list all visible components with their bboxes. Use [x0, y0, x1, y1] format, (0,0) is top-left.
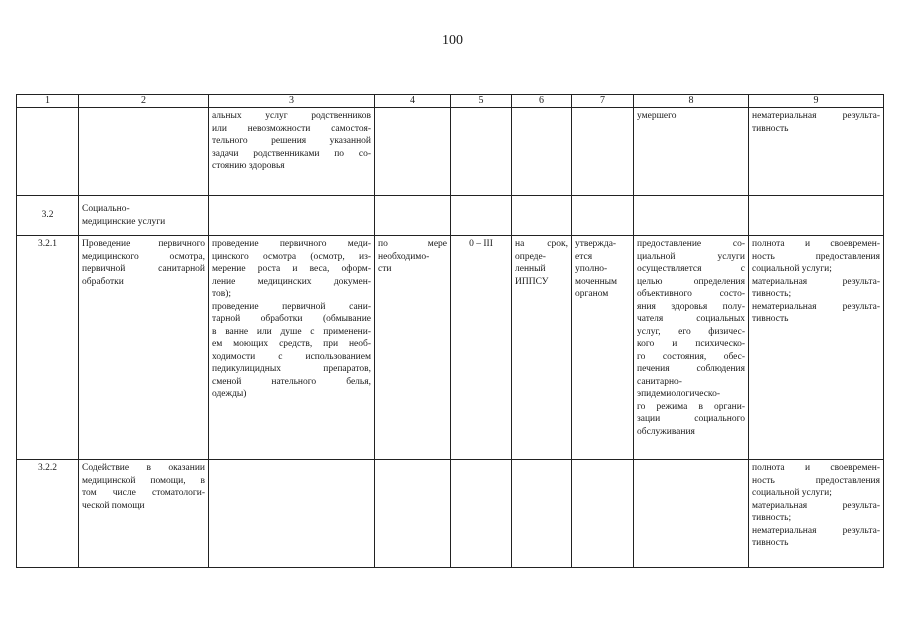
- cell-empty: [512, 460, 572, 568]
- text-line: го состояния, обес-: [637, 351, 745, 362]
- cell-empty: [375, 460, 451, 568]
- text-line: ление медицинских докумен-: [212, 276, 371, 287]
- text-line: медицинской помощи, в: [82, 475, 205, 486]
- text-line: тельного решения указанной: [212, 136, 371, 146]
- cell-empty: [512, 108, 572, 196]
- column-number: 3: [209, 95, 375, 108]
- text-line: циальной услуги: [637, 251, 745, 262]
- text-line: эпидемиологическо-: [637, 389, 720, 399]
- text-line: кого и психическо-: [637, 339, 745, 349]
- cell-empty: [451, 196, 512, 236]
- text-line: яния здоровья полу-: [637, 301, 745, 312]
- text-line: тов);: [212, 289, 232, 299]
- text-line: или невозможности самостоя-: [212, 123, 371, 134]
- cell-evaluation: [749, 460, 884, 568]
- table-row-3-2-2: [17, 460, 884, 568]
- text-line: первичной санитарной: [82, 264, 205, 274]
- text-line: целью определения: [637, 276, 745, 287]
- table-row-section: [17, 196, 884, 236]
- text-line: медицинского осмотра,: [82, 251, 205, 262]
- text-line: го режима в органи-: [637, 401, 745, 412]
- text-line: органом: [575, 289, 609, 299]
- column-number: 2: [79, 95, 209, 108]
- cell-evaluation: [749, 108, 884, 196]
- text-line: ность предоставления: [752, 475, 880, 486]
- cell-empty: [451, 460, 512, 568]
- column-number: 1: [17, 95, 79, 108]
- text-line: медицинские услуги: [82, 216, 166, 227]
- text-line: мерение роста и веса, оформ-: [212, 264, 371, 274]
- cell-rate: 0 – III: [451, 236, 512, 460]
- text-line: тивность;: [752, 289, 792, 299]
- text-line: задачи родственниками по со-: [212, 148, 371, 159]
- text-line: опреде-: [515, 251, 546, 262]
- text-line: ческой помощи: [82, 500, 145, 511]
- text-line: ходимости с использованием: [212, 351, 371, 362]
- cell-empty: [749, 196, 884, 236]
- cell-empty: [209, 196, 375, 236]
- cell-service-name: [79, 460, 209, 568]
- text-line: тивность: [752, 314, 789, 324]
- text-line: одежды): [212, 389, 247, 399]
- text-line: печения соблюдения: [637, 364, 745, 374]
- text-line: уполно-: [575, 264, 608, 274]
- cell-empty: [79, 108, 209, 196]
- text-line: проведение первичной сани-: [212, 301, 371, 312]
- column-number: 5: [451, 95, 512, 108]
- text-line: социальной услуги;: [752, 264, 832, 274]
- text-line: обработки: [82, 276, 124, 287]
- text-line: услуг, его физичес-: [637, 326, 745, 337]
- services-table: [16, 94, 884, 568]
- cell-number: 3.2.1: [17, 236, 79, 460]
- column-number: 9: [749, 95, 884, 108]
- cell-standard: [572, 236, 634, 460]
- cell-empty: [451, 108, 512, 196]
- text-line: цинского осмотра (осмотр, из-: [212, 251, 371, 262]
- text-line: сменой нательного белья,: [212, 376, 371, 387]
- table-row-continuation: [17, 108, 884, 196]
- cell-empty: [17, 108, 79, 196]
- text-line: проведение первичного меди-: [212, 239, 371, 249]
- text-line: Социально-: [82, 204, 130, 214]
- page-number: 100: [442, 33, 463, 48]
- text-line: полнота и своевремен-: [752, 463, 880, 473]
- text-line: умершего: [637, 111, 677, 121]
- text-line: по мере: [378, 239, 447, 249]
- text-line: в ванне или душе с применени-: [212, 326, 371, 337]
- text-line: ется: [575, 251, 593, 262]
- text-line: нематериальная результа-: [752, 525, 880, 536]
- cell-empty: [375, 108, 451, 196]
- cell-conditions: [634, 108, 749, 196]
- text-line: Проведение первичного: [82, 239, 205, 249]
- column-number: 6: [512, 95, 572, 108]
- cell-term: [512, 236, 572, 460]
- cell-section-title: [79, 196, 209, 236]
- text-line: нематериальная результа-: [752, 301, 880, 312]
- text-line: предоставление со-: [637, 239, 745, 249]
- cell-empty: [634, 460, 749, 568]
- text-line: Содействие в оказании: [82, 463, 205, 473]
- text-line: социальной услуги;: [752, 488, 832, 498]
- cell-service-content: [209, 108, 375, 196]
- cell-empty: [572, 108, 634, 196]
- text-line: осуществляется с: [637, 264, 745, 274]
- text-line: тивность: [752, 123, 789, 134]
- text-line: тивность;: [752, 513, 792, 523]
- text-line: тарной обработки (обмывание: [212, 314, 371, 324]
- cell-empty: [572, 196, 634, 236]
- text-line: необходимо-: [378, 251, 430, 262]
- text-line: ИППСУ: [515, 276, 549, 287]
- cell-empty: [375, 196, 451, 236]
- column-number-row: [17, 95, 884, 108]
- cell-evaluation: [749, 236, 884, 460]
- text-line: санитарно-: [637, 376, 682, 387]
- text-line: ем моющих средств, при необ-: [212, 339, 371, 349]
- cell-empty: [209, 460, 375, 568]
- text-line: обслуживания: [637, 426, 695, 437]
- text-line: педикулицидных препаратов,: [212, 364, 371, 374]
- cell-conditions: [634, 236, 749, 460]
- text-line: полнота и своевремен-: [752, 239, 880, 249]
- cell-empty: [634, 196, 749, 236]
- text-line: материальная результа-: [752, 276, 880, 287]
- text-line: материальная результа-: [752, 500, 880, 511]
- cell-number: 3.2.2: [17, 460, 79, 568]
- cell-service-name: [79, 236, 209, 460]
- text-line: стоянию здоровья: [212, 161, 285, 171]
- cell-empty: [512, 196, 572, 236]
- text-line: альных услуг родственников: [212, 111, 371, 121]
- cell-frequency: [375, 236, 451, 460]
- column-number: 7: [572, 95, 634, 108]
- text-line: чателя социальных: [637, 314, 745, 324]
- text-line: объективного состо-: [637, 289, 745, 299]
- text-line: моченным: [575, 276, 618, 287]
- text-line: зации социального: [637, 414, 745, 424]
- text-line: том числе стоматологи-: [82, 488, 205, 498]
- text-line: ленный: [515, 264, 546, 274]
- text-line: утвержда-: [575, 239, 617, 249]
- text-line: нематериальная результа-: [752, 111, 880, 121]
- column-number: 8: [634, 95, 749, 108]
- text-line: ность предоставления: [752, 251, 880, 262]
- table-row-3-2-1: [17, 236, 884, 460]
- cell-empty: [572, 460, 634, 568]
- cell-service-content: [209, 236, 375, 460]
- text-line: на срок,: [515, 239, 568, 249]
- cell-number: 3.2: [17, 196, 79, 236]
- text-line: тивность: [752, 538, 789, 548]
- column-number: 4: [375, 95, 451, 108]
- text-line: сти: [378, 264, 392, 274]
